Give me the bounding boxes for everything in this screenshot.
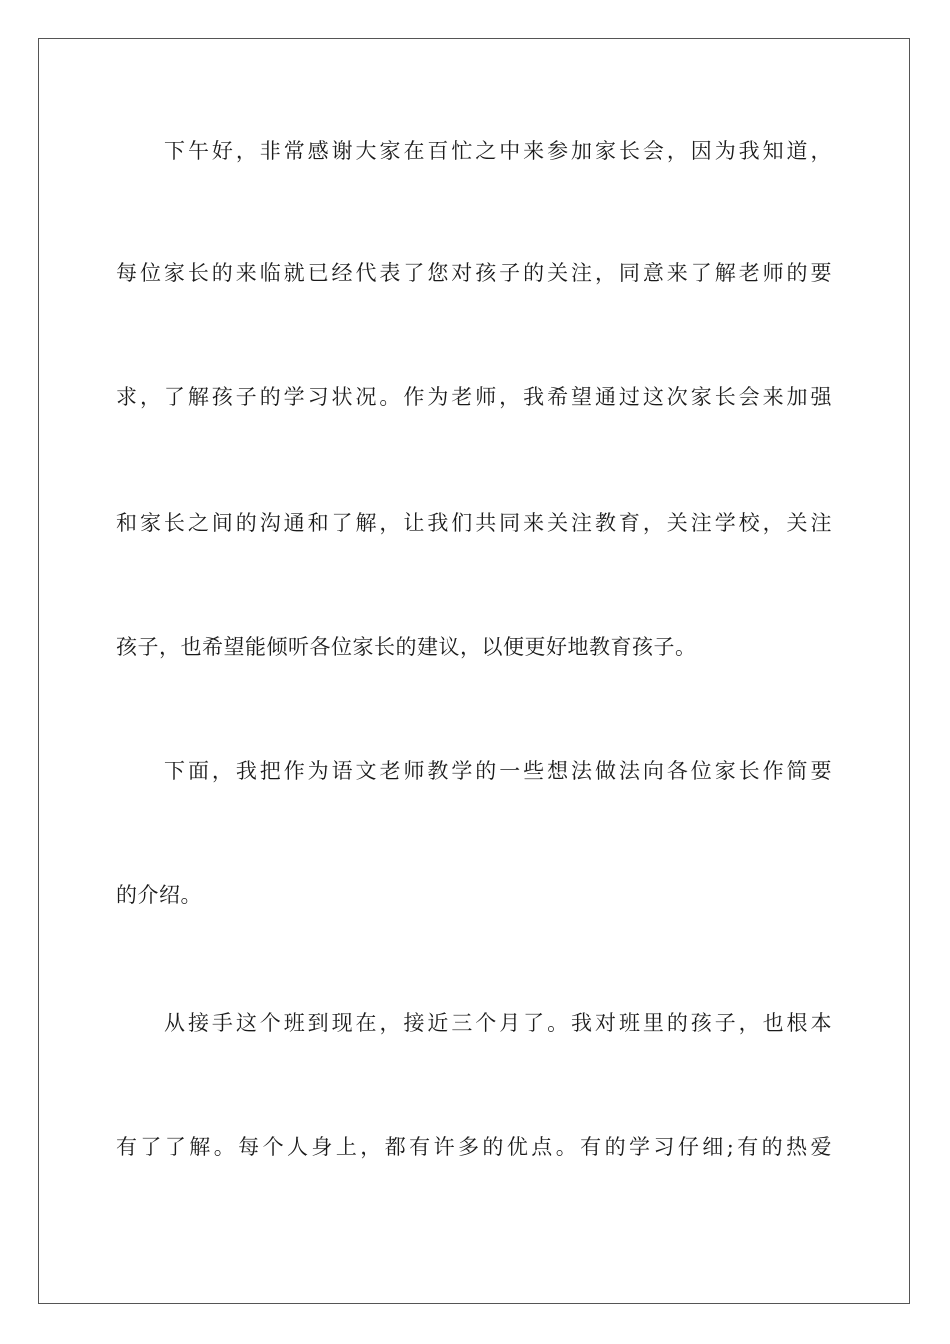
paragraph-3-line-2: 有了了解。每个人身上，都有许多的优点。有的学习仔细;有的热爱	[116, 1135, 832, 1159]
paragraph-2-line-2: 的介绍。	[116, 883, 202, 907]
paragraph-2-line-1: 下面，我把作为语文老师教学的一些想法做法向各位家长作简要	[164, 759, 832, 783]
page-border	[38, 38, 910, 1304]
paragraph-1-line-1: 下午好，非常感谢大家在百忙之中来参加家长会，因为我知道，	[164, 139, 832, 163]
paragraph-1-line-3: 求，了解孩子的学习状况。作为老师，我希望通过这次家长会来加强	[116, 385, 832, 409]
paragraph-1-line-2: 每位家长的来临就已经代表了您对孩子的关注，同意来了解老师的要	[116, 261, 832, 285]
paragraph-1-line-5: 孩子，也希望能倾听各位家长的建议，以便更好地教育孩子。	[116, 635, 697, 659]
paragraph-1-line-4: 和家长之间的沟通和了解，让我们共同来关注教育，关注学校，关注	[116, 511, 832, 535]
paragraph-3-line-1: 从接手这个班到现在，接近三个月了。我对班里的孩子，也根本	[164, 1011, 832, 1035]
